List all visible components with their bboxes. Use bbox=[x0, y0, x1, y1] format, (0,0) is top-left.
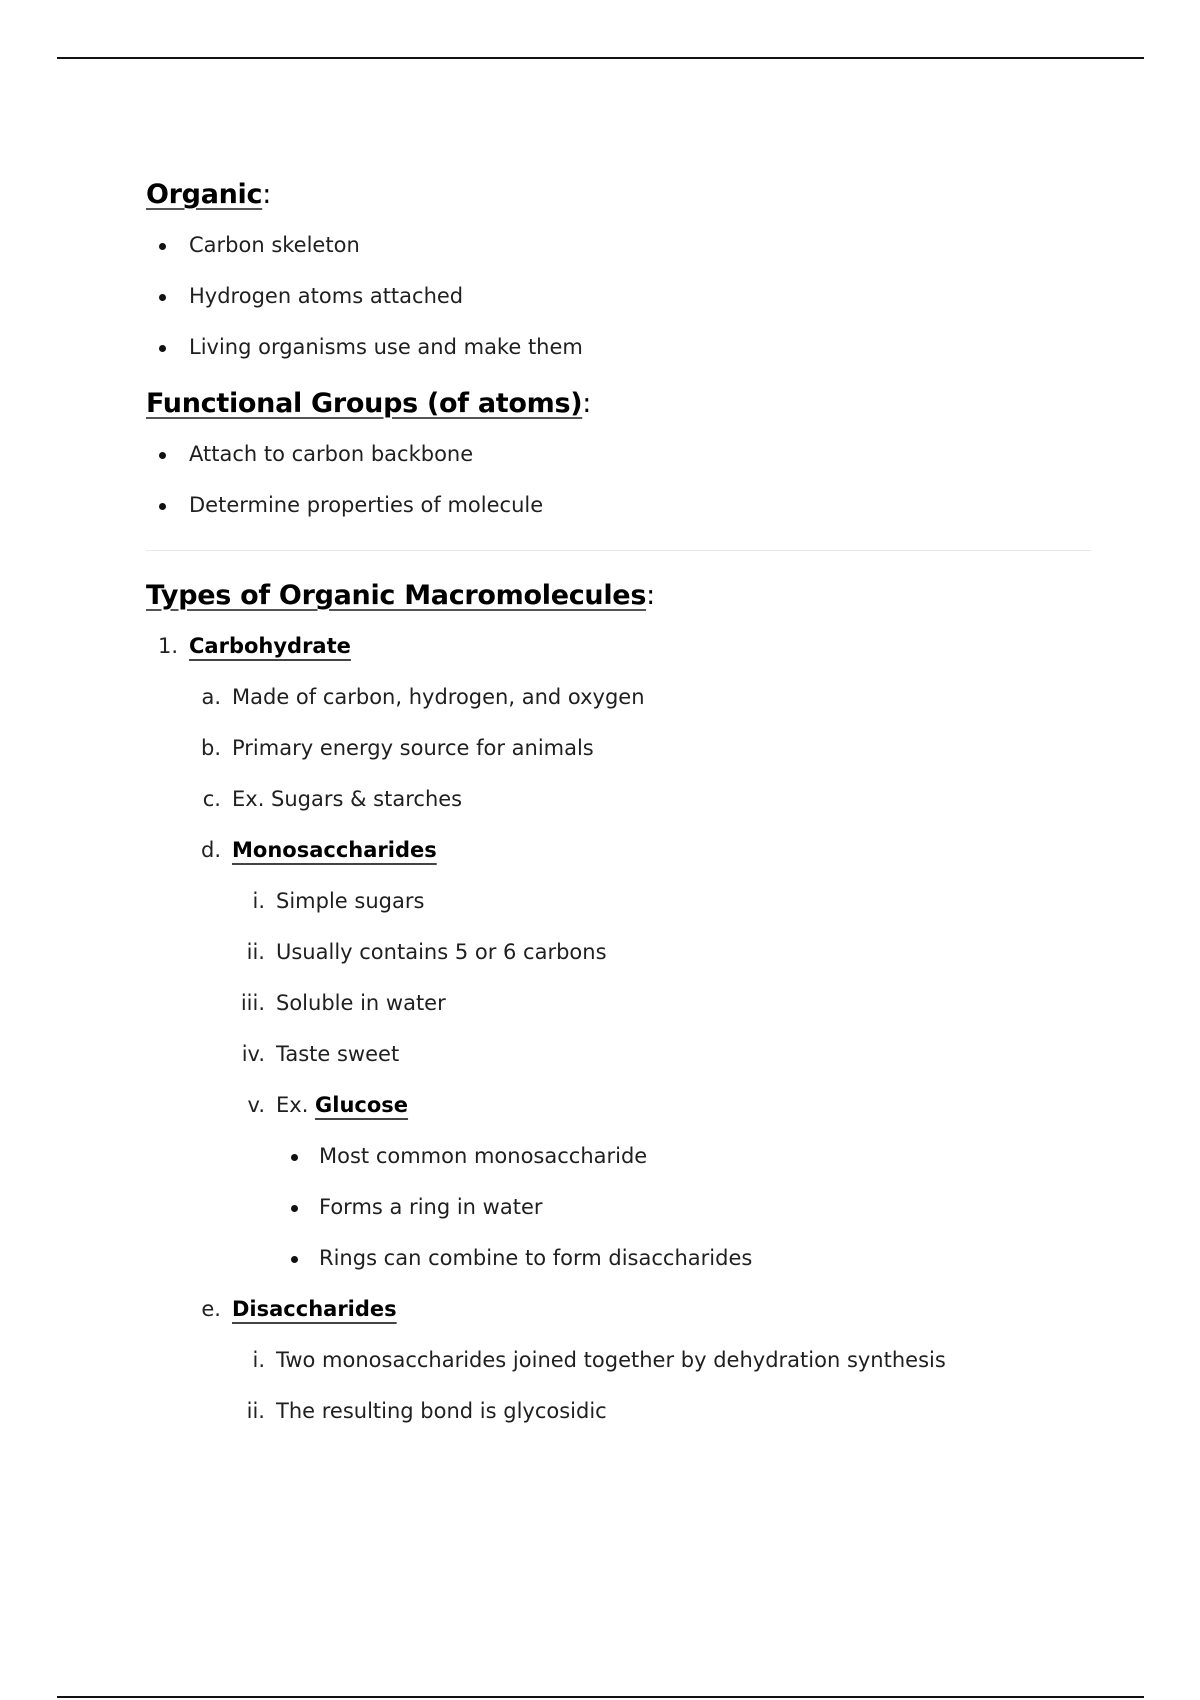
list-item-monosaccharides bbox=[146, 825, 1091, 876]
list-marker: a. bbox=[201, 685, 221, 709]
term-monosaccharides: Monosaccharides bbox=[232, 838, 437, 862]
list-marker: 1. bbox=[157, 634, 178, 658]
list-marker: i. bbox=[252, 1348, 265, 1372]
bullet-icon bbox=[159, 294, 166, 301]
list-item-text: Forms a ring in water bbox=[319, 1195, 543, 1219]
list-item bbox=[146, 271, 1091, 322]
list-marker: i. bbox=[252, 889, 265, 913]
list-marker: ii. bbox=[246, 940, 265, 964]
list-item-text: Carbon skeleton bbox=[189, 233, 360, 257]
list-item-text: Most common monosaccharide bbox=[319, 1144, 648, 1168]
list-item bbox=[146, 322, 1091, 373]
list-item-text: Two monosaccharides joined together by dehydration synthesis bbox=[276, 1348, 946, 1372]
list-item bbox=[146, 978, 1091, 1029]
bullet-icon bbox=[291, 1256, 298, 1263]
list-item-text: Taste sweet bbox=[276, 1042, 400, 1066]
example-prefix: Ex. bbox=[276, 1093, 316, 1117]
list-item-text: Soluble in water bbox=[276, 991, 446, 1015]
heading-colon: : bbox=[582, 388, 592, 419]
heading-types-of-macromolecules bbox=[146, 571, 1091, 621]
bullet-icon bbox=[159, 503, 166, 510]
list-item-text: Ex. Sugars & starches bbox=[232, 787, 463, 811]
list-item-text: Hydrogen atoms attached bbox=[189, 284, 464, 308]
section-divider bbox=[146, 550, 1091, 551]
bullet-icon bbox=[291, 1154, 298, 1161]
bullet-icon bbox=[291, 1205, 298, 1212]
list-marker: e. bbox=[201, 1297, 221, 1321]
list-item-text: Primary energy source for animals bbox=[232, 736, 594, 760]
list-item bbox=[146, 927, 1091, 978]
bullet-icon bbox=[159, 345, 166, 352]
list-marker: v. bbox=[247, 1093, 265, 1117]
list-marker: ii. bbox=[246, 1399, 265, 1423]
list-item bbox=[146, 1131, 1091, 1182]
list-item-text: The resulting bond is glycosidic bbox=[276, 1399, 607, 1423]
list-marker: iii. bbox=[240, 991, 265, 1015]
heading-organic-text: Organic bbox=[146, 179, 263, 210]
list-marker: b. bbox=[200, 736, 221, 760]
heading-colon: : bbox=[646, 580, 655, 611]
list-item-text: Living organisms use and make them bbox=[189, 335, 583, 359]
list-item-text: Made of carbon, hydrogen, and oxygen bbox=[232, 685, 645, 709]
list-item bbox=[146, 1386, 1091, 1437]
footer-rule bbox=[57, 1696, 1144, 1698]
bullet-icon bbox=[159, 243, 166, 250]
list-item bbox=[146, 429, 1091, 480]
heading-colon: : bbox=[262, 179, 271, 210]
list-item bbox=[146, 1233, 1091, 1284]
list-item bbox=[146, 1182, 1091, 1233]
list-item-text: Attach to carbon backbone bbox=[189, 442, 474, 466]
list-marker: c. bbox=[202, 787, 221, 811]
list-item-glucose bbox=[146, 1080, 1091, 1131]
heading-organic bbox=[146, 170, 1091, 220]
list-item bbox=[146, 774, 1091, 825]
list-item bbox=[146, 672, 1091, 723]
list-marker: d. bbox=[200, 838, 221, 862]
term-carbohydrate: Carbohydrate bbox=[189, 634, 351, 658]
term-glucose: Glucose bbox=[315, 1093, 409, 1117]
list-item bbox=[146, 1335, 1091, 1386]
list-item bbox=[146, 480, 1091, 531]
heading-functional-groups bbox=[146, 379, 1091, 429]
list-item bbox=[146, 723, 1091, 774]
list-item-disaccharides bbox=[146, 1284, 1091, 1335]
list-item-text: Usually contains 5 or 6 carbons bbox=[276, 940, 607, 964]
list-item-carbohydrate bbox=[146, 621, 1091, 672]
bullet-icon bbox=[159, 452, 166, 459]
list-item bbox=[146, 220, 1091, 271]
list-item-text: Rings can combine to form disaccharides bbox=[319, 1246, 753, 1270]
list-marker: iv. bbox=[241, 1042, 265, 1066]
heading-types-text: Types of Organic Macromolecules bbox=[146, 580, 647, 611]
heading-functional-groups-text: Functional Groups (of atoms) bbox=[146, 388, 583, 419]
header-rule bbox=[57, 57, 1144, 59]
list-item bbox=[146, 876, 1091, 927]
term-disaccharides: Disaccharides bbox=[232, 1297, 397, 1321]
document-body bbox=[146, 170, 1091, 1437]
list-item bbox=[146, 1029, 1091, 1080]
list-item-text: Determine properties of molecule bbox=[189, 493, 544, 517]
list-item-text: Simple sugars bbox=[276, 889, 425, 913]
